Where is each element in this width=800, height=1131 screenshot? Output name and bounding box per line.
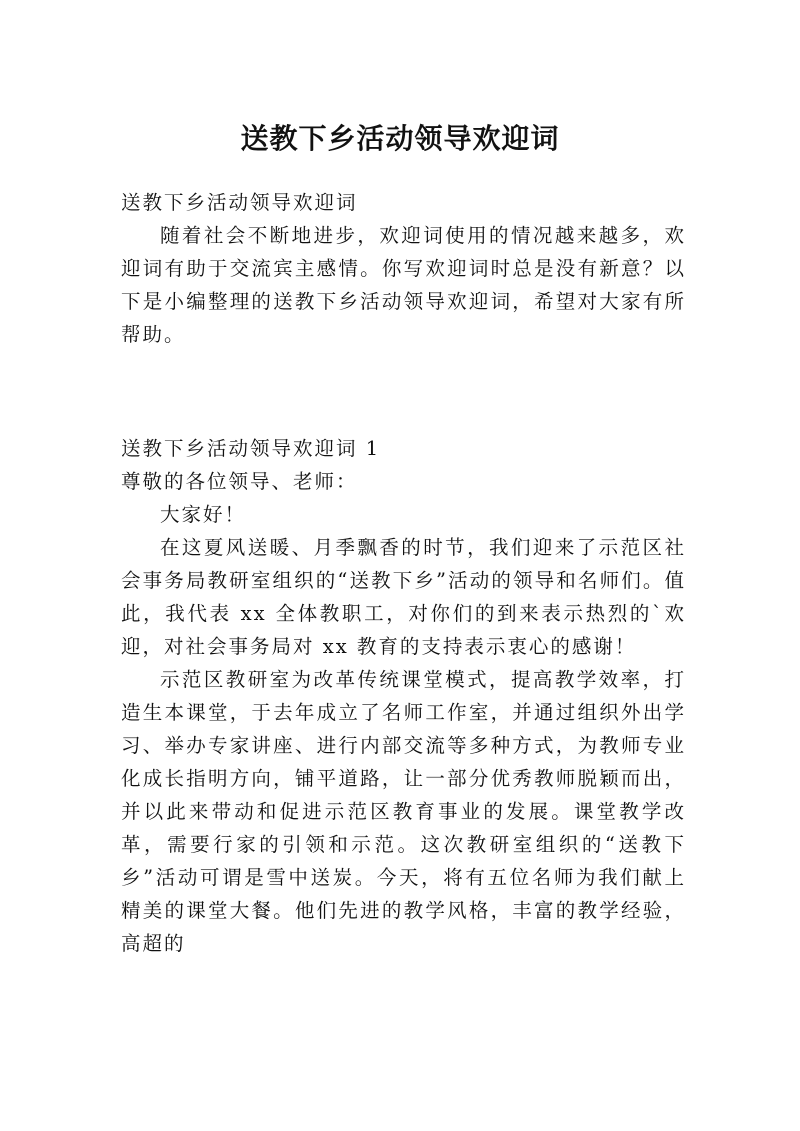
greeting: 大家好！	[160, 503, 247, 526]
section-spacer	[121, 351, 686, 432]
body-paragraph: 示范区教研室为改革传统课堂模式，提高教学效率，打造生本课堂，于去年成立了名师工作室，并通过组织外出学习、举办专家讲座、进行内部交流等多种方式，为教师专业化成长指明方向，铺平道路，让一部分优秀教师脱颖而出，并以此来带动和促进示范区教育事业的发展。课堂教学改革，需要行家的引领和示范。这次教研室组织的“送教下乡”活动可谓是雪中送炭。今天，将有五位名师为我们献上精美的课堂大餐。他们先进的教学风格，丰富的教学经验，高超的	[121, 668, 686, 955]
document-body	[121, 186, 686, 960]
salutation: 尊敬的各位领导、老师：	[121, 470, 358, 493]
document-subtitle: 送教下乡活动领导欢迎词	[121, 191, 358, 214]
body-paragraph: 在这夏风送暖、月季飘香的时节，我们迎来了示范区社会事务局教研室组织的“送教下乡”活动的领导和名师们。值此，我代表 xx 全体教职工，对你们的到来表示热烈的`欢迎，对社会事务局对 xx 教育的支持表示衷心的感谢！	[121, 536, 686, 658]
page-title: 送教下乡活动领导欢迎词	[240, 121, 560, 155]
intro-paragraph: 随着社会不断地进步，欢迎词使用的情况越来越多，欢迎词有助于交流宾主感情。你写欢迎词时总是没有新意？以下是小编整理的送教下乡活动领导欢迎词，希望对大家有所帮助。	[121, 224, 686, 346]
section-heading: 送教下乡活动领导欢迎词 1	[121, 437, 381, 460]
